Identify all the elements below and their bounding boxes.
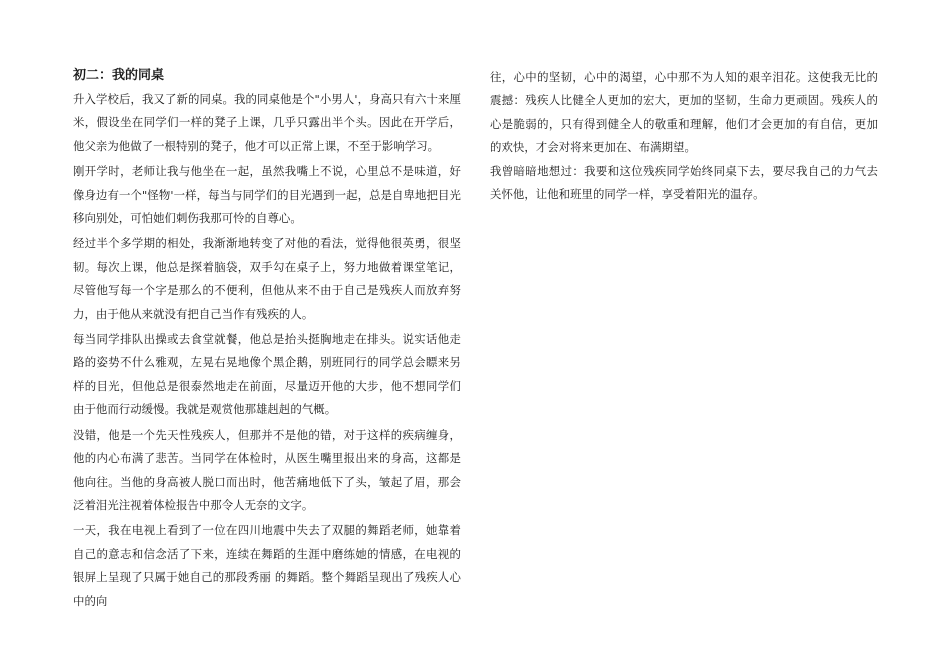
paragraph-6-continued: 往，心中的坚韧，心中的渴望，心中那不为人知的艰辛泪花。这使我无比的震撼：残疾人比健全人更加的宏大，更加的坚韧，生命力更顽固。残疾人的心是脆弱的，只有得到健全人的敬重和理解，他们才会更加的有自信，更加的欢快，才会对将来更加在、布满期望。 <box>490 70 878 155</box>
essay-title: 初二：我的同桌 <box>73 68 165 83</box>
paragraph-6: 一天，我在电视上看到了一位在四川地震中失去了双腿的舞蹈老师，她靠着自己的意志和信念活了下来，连续在舞蹈的生涯中磨练她的情感，在电视的银屏上呈现了只属于她自己的那段秀丽 的舞蹈。整个舞蹈呈现出了残疾人心中的向 <box>73 523 461 608</box>
left-column <box>73 66 461 615</box>
paragraph-3: 经过半个多学期的相处，我渐渐地转变了对他的看法，觉得他很英勇，很坚韧。每次上课，他总是探着脑袋，双手勾在桌子上，努力地做着课堂笔记，尽管他写每一个字是那么的不便利，但他从来不由于自己是残疾人而放弃努力，由于他从来就没有把自己当作有残疾的人。 <box>73 236 461 321</box>
paragraph-1: 升入学校后，我又了新的同桌。我的同桌他是个"小男人'，身高只有六十来厘米，假设坐在同学们一样的凳子上课，几乎只露出半个头。因此在开学后，他父亲为他做了一根特别的凳子，他才可以正常上课，不至于影响学习。 <box>73 92 461 153</box>
paragraph-5: 没错，他是一个先天性残疾人，但那并不是他的错，对于这样的疾病缠身，他的内心布满了悲苦。当同学在体检时，从医生嘴里报出来的身高，这都是他向往。当他的身高被人脱口而出时，他苦痛地低下了头，皱起了眉，那会泛着泪光注视着体检报告中那令人无奈的文字。 <box>73 427 461 512</box>
paragraph-4: 每当同学排队出操或去食堂就餐，他总是抬头挺胸地走在排头。说实话他走路的姿势不什么雅观，左晃右晃地像个黑企鹅，别班同行的同学总会瞟来另样的目光，但他总是很泰然地走在前面，尽量迈开他的大步，他不想同学们由于他而行动缓慢。我就是观赏他那雄赳赳的气概。 <box>73 332 461 417</box>
paragraph-2: 刚开学时，老师让我与他坐在一起，虽然我嘴上不说，心里总不是味道，好像身边有一个"怪物'一样，每当与同学们的目光遇到一起，总是自卑地把目光移向别处，可怕她们刺伤我那可怜的自尊心。 <box>73 164 461 226</box>
paragraph-7: 我曾暗暗地想过：我要和这位残疾同学始终同桌下去，要尽我自己的力气去关怀他，让他和班里的同学一样，享受着阳光的温存。 <box>490 163 878 202</box>
right-column <box>490 66 878 206</box>
